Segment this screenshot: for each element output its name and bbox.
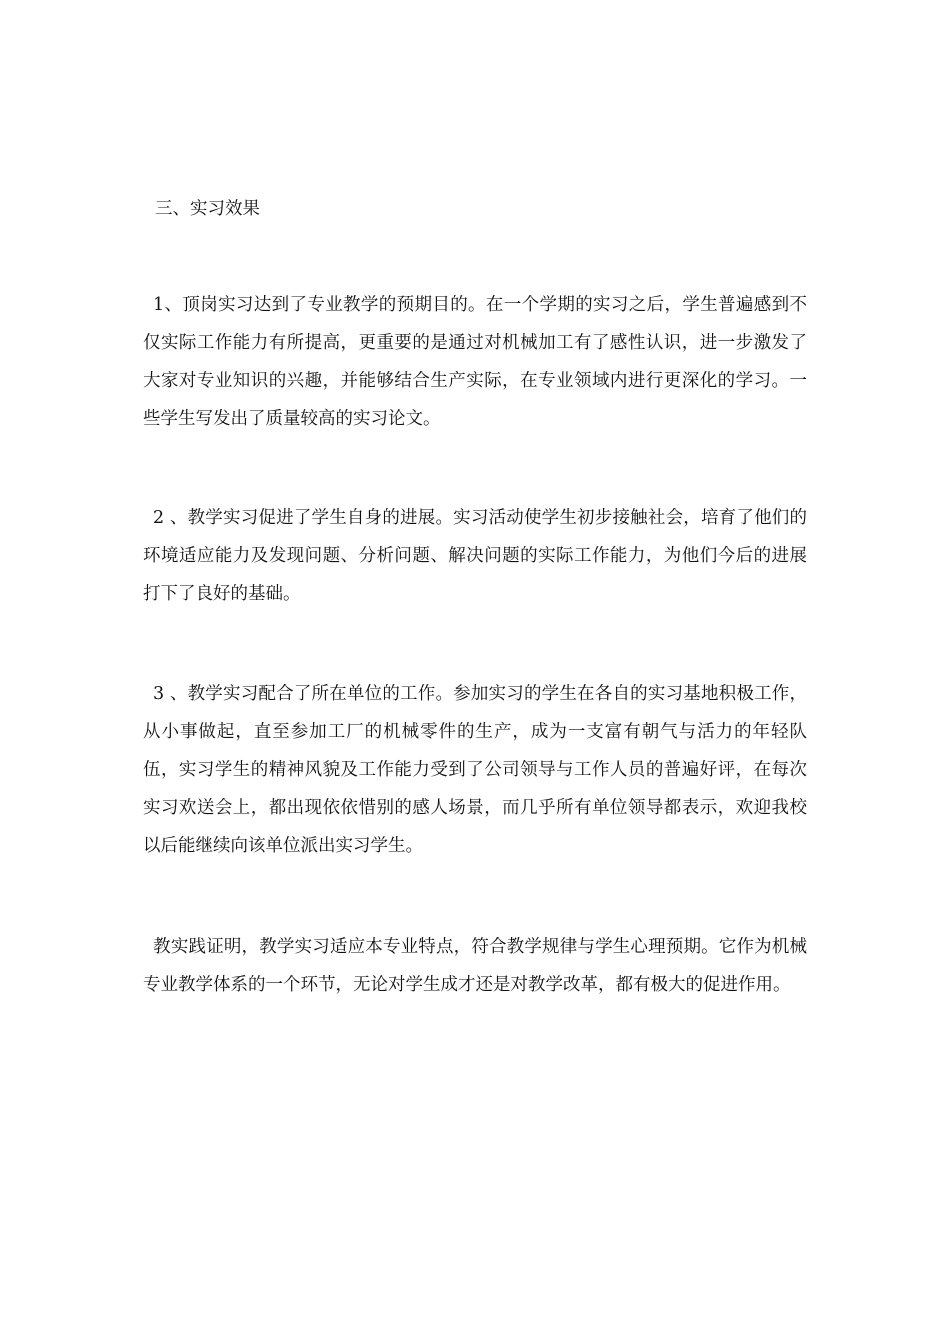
section-heading: 三、实习效果 (155, 199, 260, 219)
paragraph-2-text: 2 、教学实习促进了学生自身的进展。实习活动使学生初步接触社会，培育了他们的环境适应能力及发现问题、分析问题、解决问题的实际工作能力，为他们今后的进展打下了良好的基础。 (143, 508, 807, 604)
paragraph-4 (143, 928, 807, 1004)
paragraph-3 (143, 675, 807, 865)
spacer (143, 613, 807, 675)
paragraph-2 (143, 499, 807, 613)
spacer (143, 865, 807, 928)
spacer (143, 438, 807, 499)
paragraph-4-text: 教实践证明，教学实习适应本专业特点，符合教学规律与学生心理预期。它作为机械专业教学体系的一个环节，无论对学生成才还是对教学改革，都有极大的促进作用。 (143, 937, 807, 995)
paragraph-1-text: 1、顶岗实习达到了专业教学的预期目的。在一个学期的实习之后，学生普遍感到不仅实际工作能力有所提高，更重要的是通过对机械加工有了感性认识，进一步激发了大家对专业知识的兴趣，并能够结合生产实际，在专业领域内进行更深化的学习。一些学生写发出了质量较高的实习论文。 (143, 295, 807, 429)
spacer (143, 228, 807, 286)
paragraph-1 (143, 286, 807, 438)
document-body (143, 190, 807, 1004)
paragraph-3-text: 3 、教学实习配合了所在单位的工作。参加实习的学生在各自的实习基地积极工作，从小事做起，直至参加工厂的机械零件的生产，成为一支富有朝气与活力的年轻队伍，实习学生的精神风貌及工作能力受到了公司领导与工作人员的普遍好评，在每次实习欢送会上，都出现依依惜别的感人场景，而几乎所有单位领导都表示，欢迎我校以后能继续向该单位派出实习学生。 (143, 684, 807, 856)
